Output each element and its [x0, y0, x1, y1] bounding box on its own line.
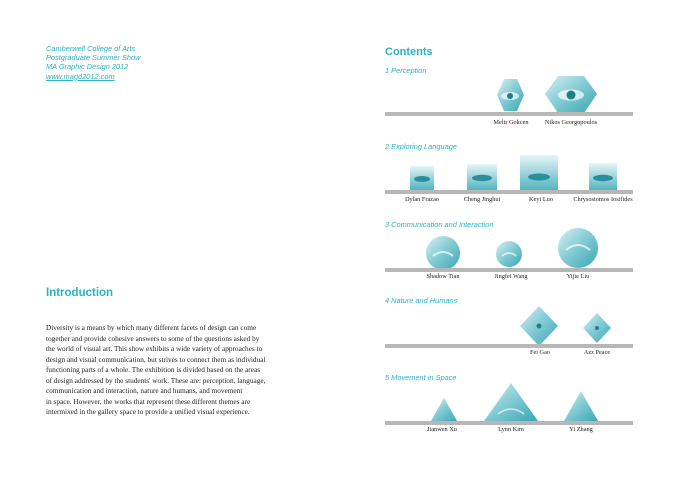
section-title-nature: 4 Nature and Humans — [385, 296, 458, 305]
thumb-language-4 — [589, 163, 617, 191]
student-name: Jingfei Wang — [494, 273, 528, 280]
student-name: Dylan Frazao — [404, 196, 440, 203]
student-name: Nikos Georgopoulos — [544, 119, 598, 126]
student-name: Fei Gao — [529, 349, 551, 356]
student-name: Azz Peace — [583, 349, 611, 356]
student-name: Cheng Jinghui — [463, 196, 501, 203]
section-bar — [385, 112, 633, 116]
section-title-movement: 5 Movement in Space — [385, 373, 457, 382]
student-name: Yi Zhang — [569, 426, 593, 433]
thumb-communication-3 — [558, 228, 598, 268]
contents-heading: Contents — [385, 46, 433, 58]
thumb-nature-2 — [583, 313, 611, 343]
intro-line: Diversity is a means by which many different facets of design can come — [46, 323, 257, 332]
student-name: Lynn Kim — [498, 426, 524, 433]
section-title-communication: 3 Communication and Interaction — [385, 220, 494, 229]
intro-line: design and visual communication, but strives to connect them as individual — [46, 354, 266, 364]
thumb-communication-1 — [426, 236, 460, 270]
intro-line: the world of visual art. This show exhibits a wide variety of approaches to — [46, 344, 263, 353]
thumb-perception-2 — [545, 76, 597, 113]
student-name: Jianwen Xu — [427, 426, 457, 433]
section-title-perception: 1 Perception — [385, 66, 427, 75]
section-bar — [385, 421, 633, 425]
intro-line: in space. However, the works that represent these different themes are — [46, 396, 251, 406]
section-bar — [385, 268, 633, 272]
college-name: Camberwell College of Arts — [46, 44, 136, 53]
course-name: MA Graphic Design 2012 — [46, 62, 129, 72]
student-name: Meltr Gokcen — [493, 119, 529, 126]
intro-heading: Introduction — [46, 287, 114, 299]
thumb-communication-2 — [496, 241, 522, 267]
intro-line: of design addressed by the students' work. These are: perception, language, — [46, 375, 266, 385]
intro-line: communication and interaction, nature and humans, and movement — [46, 386, 243, 395]
show-name: Postgraduate Summer Show — [46, 53, 141, 63]
thumb-nature-1 — [520, 306, 558, 346]
thumb-language-2 — [467, 164, 497, 191]
student-name: Chrysostomos Iosifides — [573, 196, 633, 203]
section-title-language: 2 Exploring Language — [385, 142, 457, 151]
student-name: Shadow Tian — [426, 273, 460, 280]
intro-line: functioning parts of a whole. The exhibition is divided based on the areas — [46, 365, 261, 374]
student-name: Keyi Luo — [529, 196, 553, 203]
website-link[interactable]: www.magd2012.com — [46, 71, 115, 81]
intro-line: together and provide cohesive answers to some of the questions asked by — [46, 333, 260, 343]
thumb-perception-1 — [497, 79, 524, 111]
section-bar — [385, 190, 633, 194]
section-bar — [385, 344, 633, 348]
thumb-movement-2 — [484, 383, 538, 421]
intro-line: intermixed in the gallery space to provide a unified visual experience. — [46, 407, 250, 416]
thumb-language-1 — [410, 166, 434, 190]
thumb-movement-3 — [564, 391, 598, 421]
student-name: Yijie Liu — [566, 273, 590, 280]
thumb-movement-1 — [431, 398, 457, 421]
thumb-language-3 — [520, 155, 558, 191]
